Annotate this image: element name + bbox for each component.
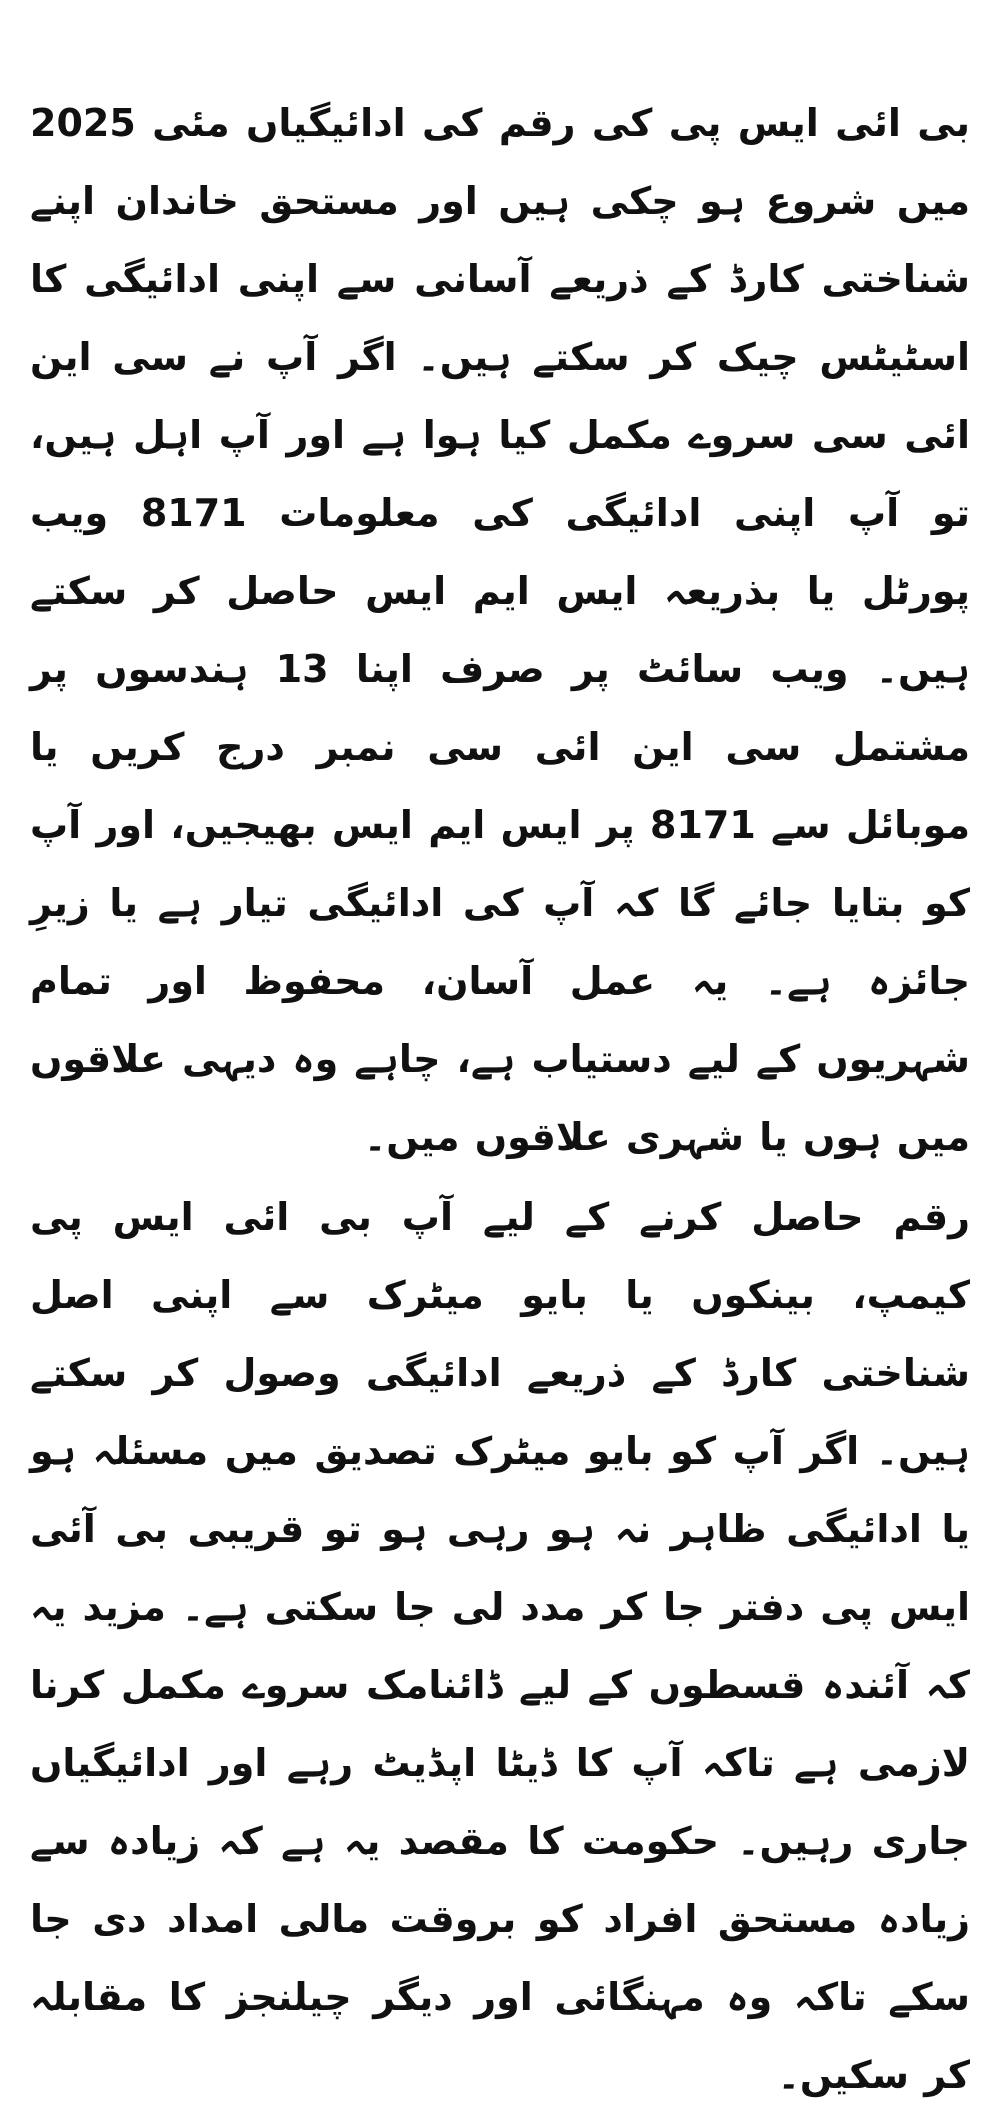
article-paragraph-1: بی ائی ایس پی کی رقم کی ادائیگیاں مئی 2025 میں شروع ہو چکی ہیں اور مستحق خاندان اپنے شناختی کارڈ کے ذریعے آسانی سے اپنی ادائیگی کا اسٹیٹس چیک کر سکتے ہیں۔ اگر آپ نے سی این ائی سی سروے مکمل کیا ہوا ہے اور آپ اہل ہیں، تو آپ اپنی ادائیگی کی معلومات 8171 ویب پورٹل یا بذریعہ ایس ایم ایس حاصل کر سکتے ہیں۔ ویب سائٹ پر صرف اپنا 13 ہندسوں پر مشتمل سی این ائی سی نمبر درج کریں یا موبائل سے 8171 پر ایس ایم ایس بھیجیں، اور آپ کو بتایا جائے گا کہ آپ کی ادائیگی تیار ہے یا زیرِ جائزہ ہے۔ یہ عمل آسان، محفوظ اور تمام شہریوں کے لیے دستیاب ہے، چاہے وہ دیہی علاقوں میں ہوں یا شہری علاقوں میں۔ xyxy=(30,101,971,1159)
article-paragraph-2: رقم حاصل کرنے کے لیے آپ بی ائی ایس پی کیمپ، بینکوں یا بایو میٹرک سے اپنی اصل شناختی کارڈ کے ذریعے ادائیگی وصول کر سکتے ہیں۔ اگر آپ کو بایو میٹرک تصدیق میں مسئلہ ہو یا ادائیگی ظاہر نہ ہو رہی ہو تو قریبی بی آئی ایس پی دفتر جا کر مدد لی جا سکتی ہے۔ مزید یہ کہ آئندہ قسطوں کے لیے ڈائنامک سروے مکمل کرنا لازمی ہے تاکہ آپ کا ڈیٹا اپڈیٹ رہے اور ادائیگیاں جاری رہیں۔ حکومت کا مقصد یہ ہے کہ زیادہ سے زیادہ مستحق افراد کو بروقت مالی امداد دی جا سکے تاکہ وہ مہنگائی اور دیگر چیلنجز کا مقابلہ کر سکیں۔ xyxy=(30,1195,970,2097)
